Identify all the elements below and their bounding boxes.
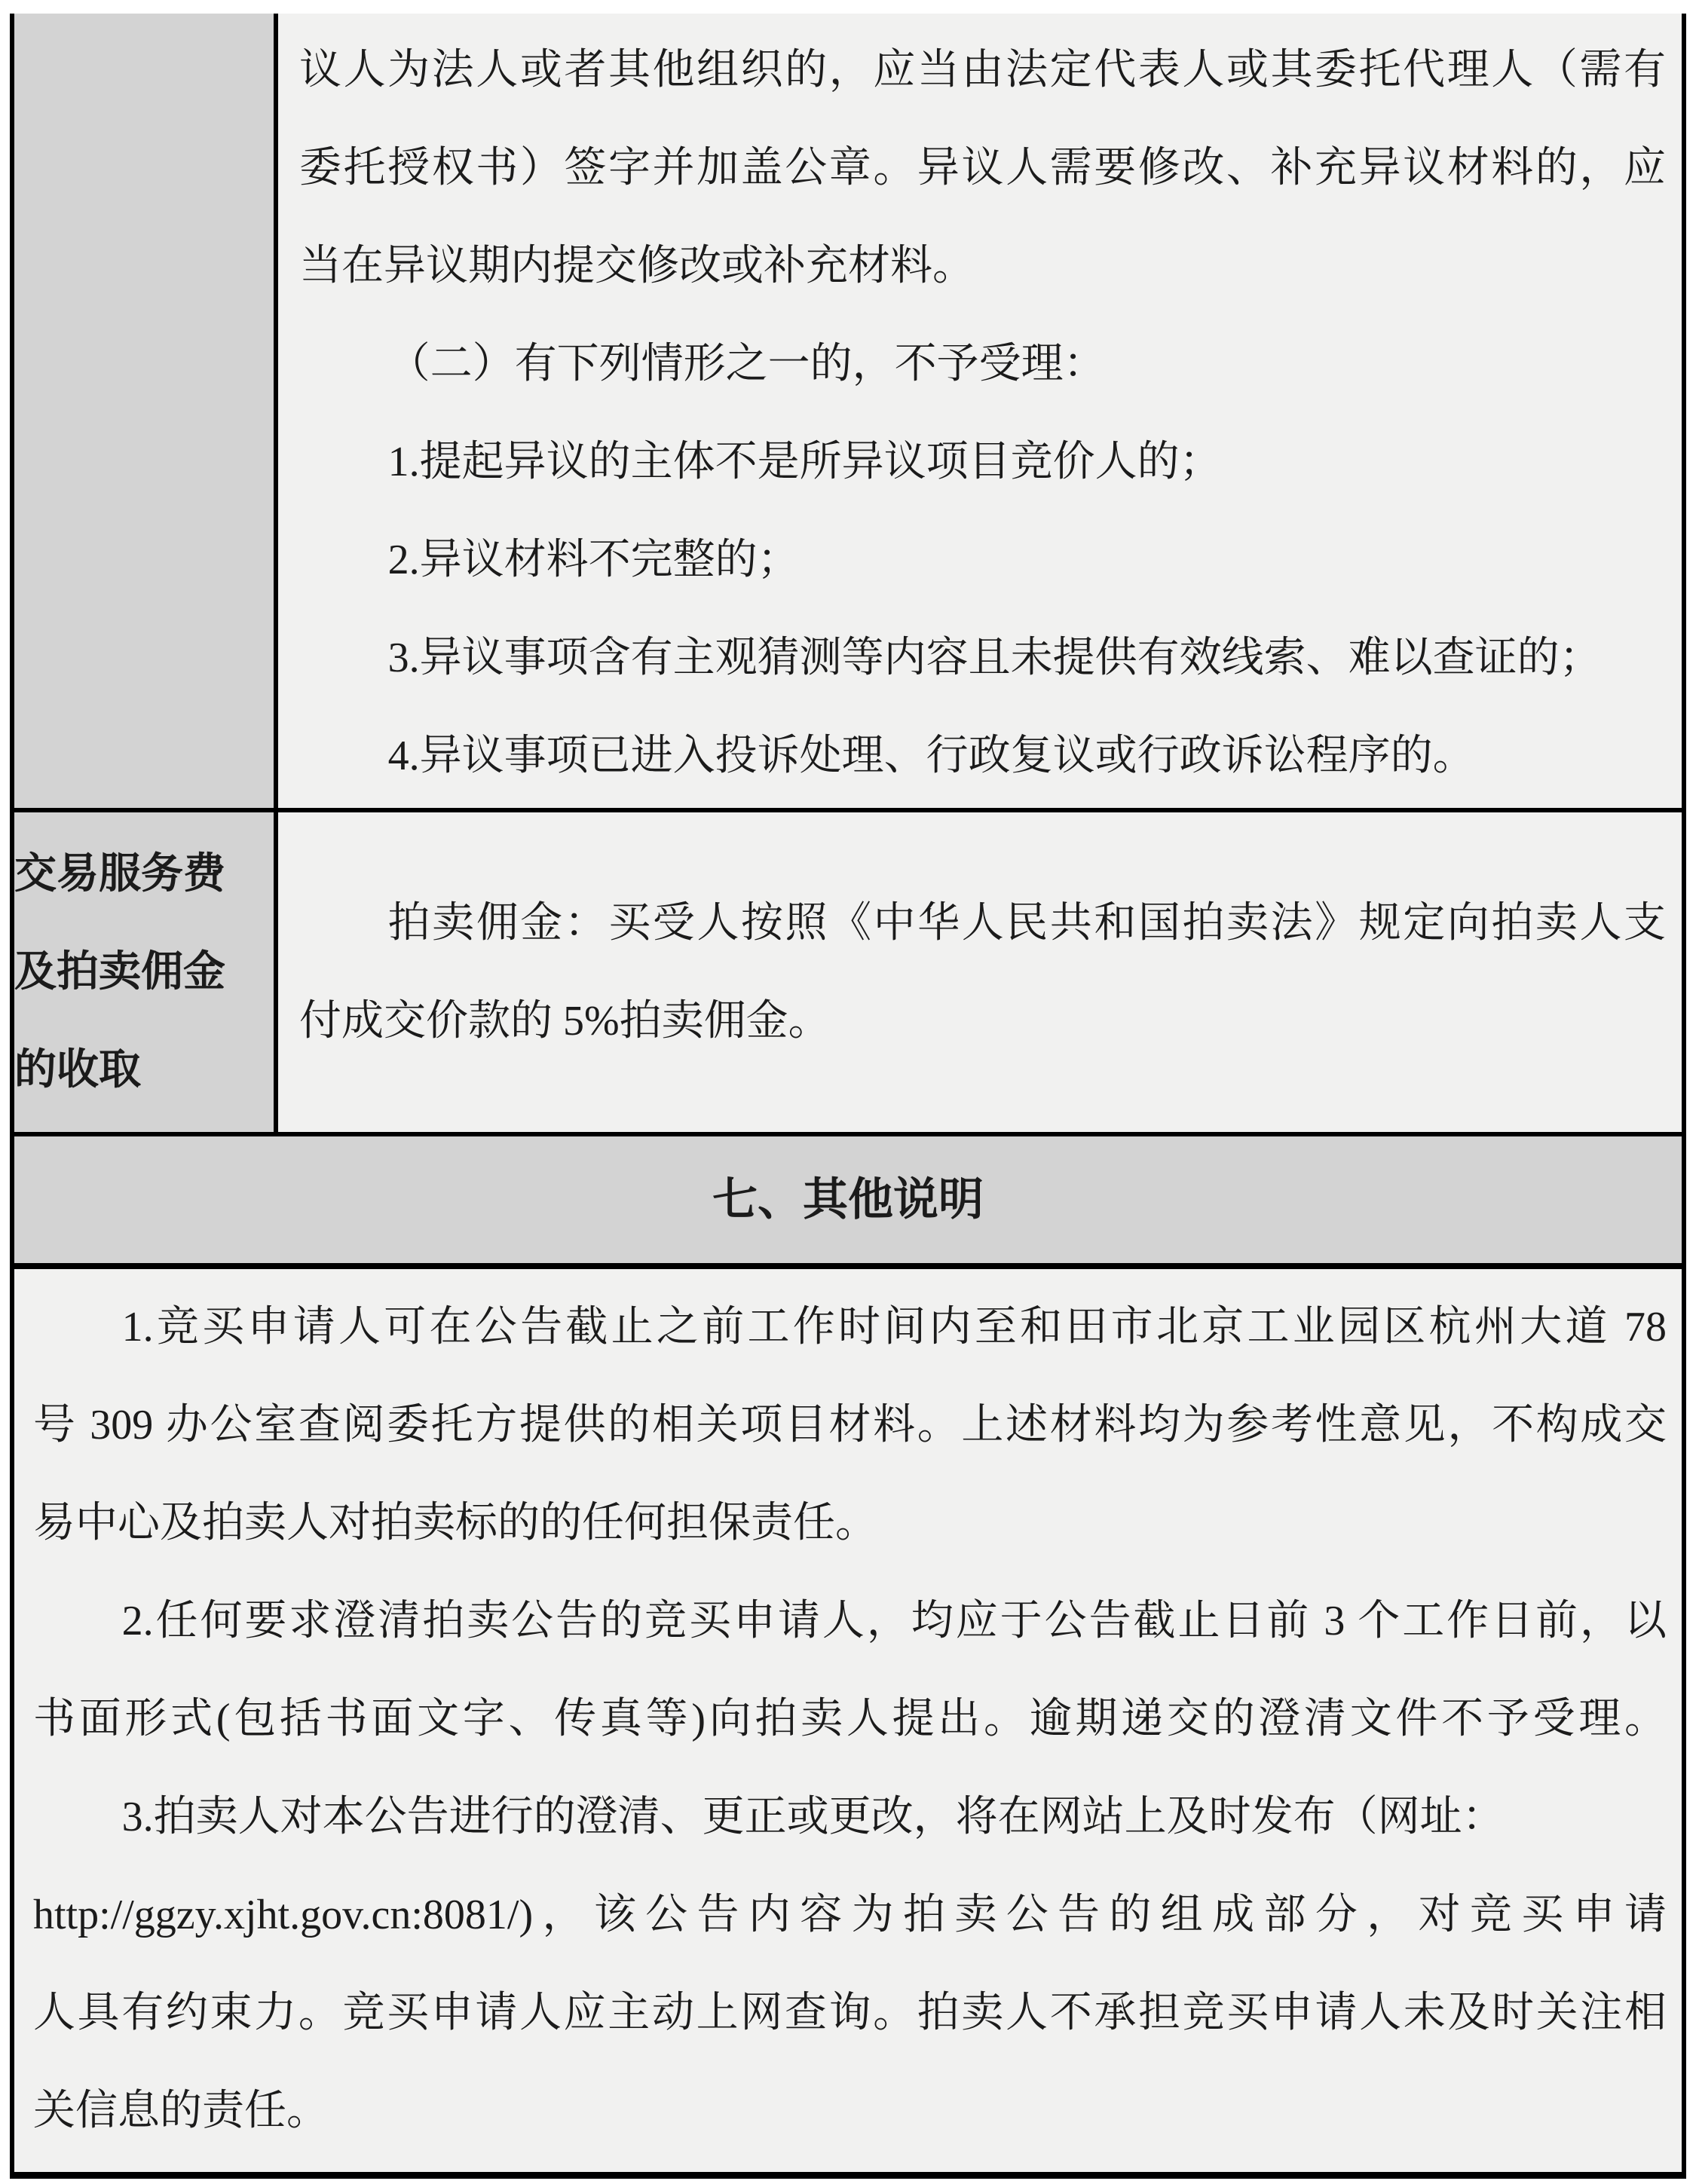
auction-notice-table xyxy=(10,14,1686,2179)
fees-header-line: 及拍卖佣金 xyxy=(14,949,225,996)
note-line: 书面形式(包括书面文字、传真等)向拍卖人提出。逾期递交的澄清文件不予受理。 xyxy=(33,1696,1667,1742)
objection-subheading-line: （二）有下列情形之一的，不予受理： xyxy=(387,341,1106,387)
fees-text-cell xyxy=(278,812,1682,1132)
objection-item-line: 4.异议事项已进入投诉处理、行政复议或行政诉讼程序的。 xyxy=(387,733,1475,779)
table-row-fees xyxy=(14,812,1682,1136)
note-line: 3.拍卖人对本公告进行的澄清、更正或更改，将在网站上及时发布（网址： xyxy=(121,1794,1505,1840)
note-line: 2.任何要求澄清拍卖公告的竞买申请人，均应于公告截止日前 3 个工作日前，以 xyxy=(121,1598,1667,1644)
section-header-other-notes: 七、其他说明 xyxy=(14,1136,1682,1269)
fees-line: 付成交价款的 5%拍卖佣金。 xyxy=(299,998,831,1045)
note-line: 号 309 办公室查阅委托方提供的相关项目材料。上述材料均为参考性意见，不构成交 xyxy=(33,1402,1667,1448)
note-line: 人具有约束力。竞买申请人应主动上网查询。拍卖人不承担竞买申请人未及时关注相 xyxy=(33,1990,1667,2036)
fees-header-line: 的收取 xyxy=(14,1047,141,1094)
objection-text-cell xyxy=(278,14,1682,808)
note-line: 1.竞买申请人可在公告截止之前工作时间内至和田市北京工业园区杭州大道 78 xyxy=(121,1304,1667,1350)
row-header-cell-empty xyxy=(14,14,278,808)
fees-header-line: 交易服务费 xyxy=(14,851,225,898)
note-line: 易中心及拍卖人对拍卖标的的任何担保责任。 xyxy=(33,1500,877,1546)
table-row-objection-continuation xyxy=(14,14,1682,812)
note-line: 关信息的责任。 xyxy=(33,2088,329,2134)
objection-line: 议人为法人或者其他组织的，应当由法定代表人或其委托代理人（需有 xyxy=(299,47,1666,93)
note-line-url: http://ggzy.xjht.gov.cn:8081/)，该公告内容为拍卖公告的组成部分，对竞买申请 xyxy=(33,1892,1667,1938)
other-notes-section xyxy=(14,1269,1682,2179)
fees-row-header-cell xyxy=(14,812,278,1132)
objection-line: 当在异议期内提交修改或补充材料。 xyxy=(299,243,975,289)
objection-item-line: 2.异议材料不完整的； xyxy=(387,537,800,583)
objection-item-line: 1.提起异议的主体不是所异议项目竞价人的； xyxy=(387,439,1222,485)
fees-line: 拍卖佣金：买受人按照《中华人民共和国拍卖法》规定向拍卖人支 xyxy=(387,900,1666,947)
objection-line: 委托授权书）签字并加盖公章。异议人需要修改、补充异议材料的，应 xyxy=(299,145,1666,191)
objection-item-line: 3.异议事项含有主观猜测等内容且未提供有效线索、难以查证的； xyxy=(387,635,1602,681)
